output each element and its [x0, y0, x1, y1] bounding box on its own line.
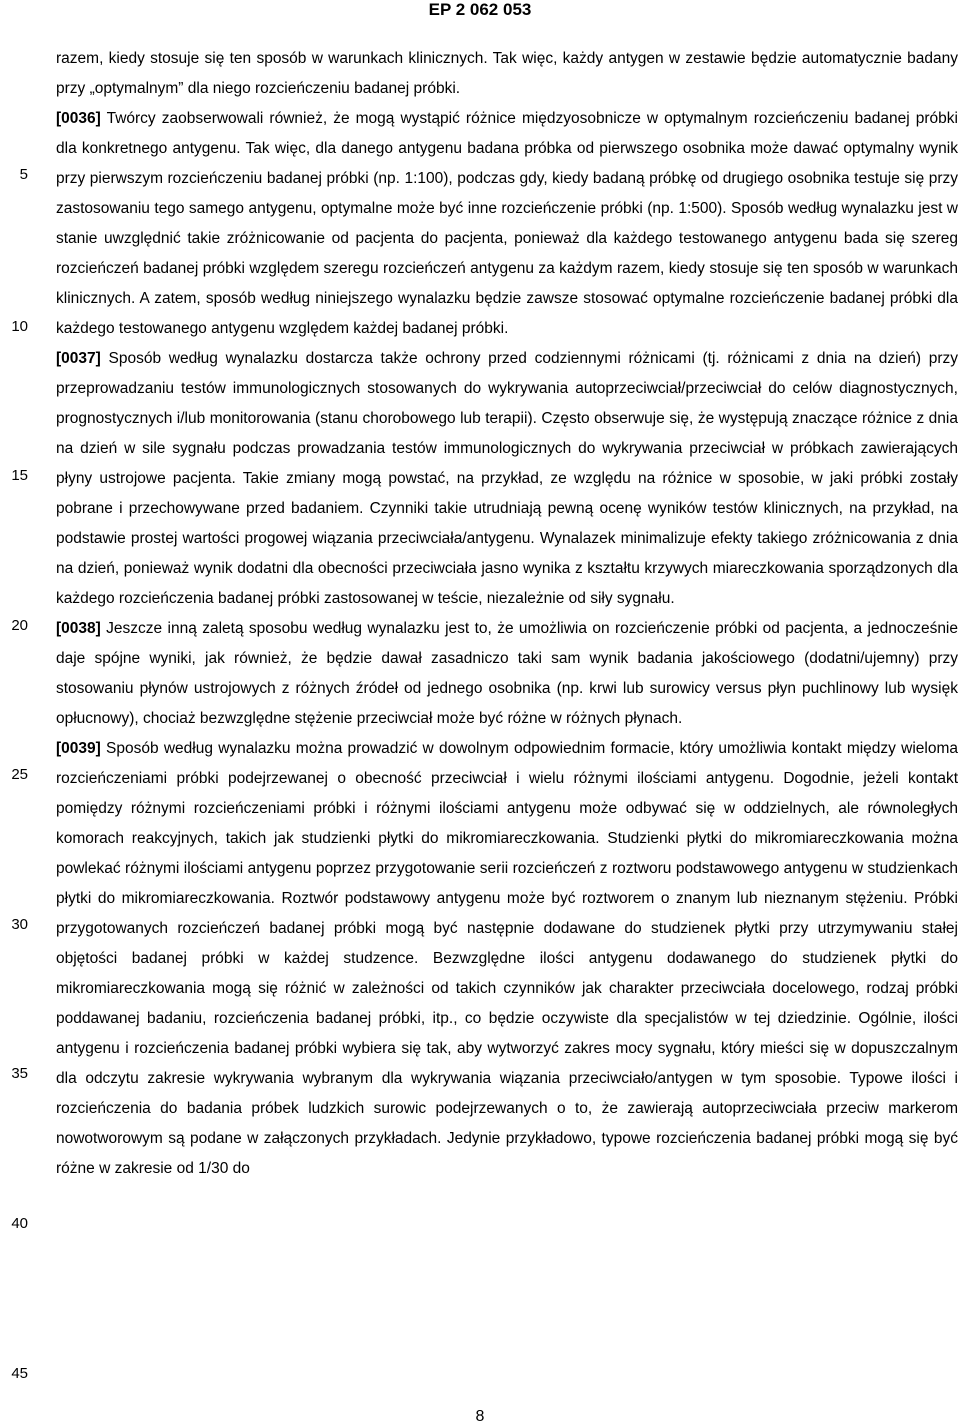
line-number: 40 — [11, 1215, 28, 1232]
line-number: 35 — [11, 1065, 28, 1082]
line-number: 45 — [11, 1365, 28, 1382]
line-number: 5 — [19, 166, 28, 183]
paragraph — [56, 44, 958, 104]
paragraph-text: razem, kiedy stosuje się ten sposób w warunkach klinicznych. Tak więc, każdy antygen w zestawie będzie automatycznie badany przy „optymalnym” dla niego rozcieńczeniu badanej próbki. — [56, 50, 958, 97]
line-number: 15 — [11, 467, 28, 484]
paragraph — [56, 344, 958, 614]
patent-number: EP 2 062 053 — [428, 0, 532, 19]
line-number: 10 — [11, 318, 28, 335]
paragraph-number: [0036] — [56, 110, 101, 127]
paragraph-number: [0037] — [56, 350, 101, 367]
line-number: 20 — [11, 617, 28, 634]
line-number: 25 — [11, 766, 28, 783]
paragraph — [56, 104, 958, 344]
paragraph — [56, 734, 958, 1184]
body-text — [56, 44, 958, 1184]
paragraph-text: Sposób według wynalazku dostarcza także ochrony przed codziennymi różnicami (tj. różnicami z dnia na dzień) przy przeprowadzaniu testów immunologicznych stosowanych do wykrywania autoprzeciwciał/przeciwciał do celów diagnostycznych, prognostycznych i/lub monitorowania (stanu chorobowego lub terapii). Często obserwuje się, że występują znaczące różnice z dnia na dzień w sile sygnału podczas prowadzania testów immunologicznych do wykrywania przeciwciał w próbkach zawierających płyny ustrojowe pacjenta. Takie zmiany mogą powstać, na przykład, ze względu na różnice w sposobie, w jaki próbki zostały pobrane i przechowywane przed badaniem. Czynniki takie utrudniają pewną ocenę wyników testów klinicznych, na przykład, na podstawie prostej wartości progowej wiązania przeciwciała/antygenu. Wynalazek minimalizuje efekty takiego zróżnicowania z dnia na dzień, ponieważ wynik dodatni dla obecności przeciwciała jasno wynika z kształtu krzywych miareczkowania sporządzonych dla każdego rozcieńczenia badanej próbki zastosowanej w teście, niezależnie od siły sygnału. — [56, 350, 958, 607]
paragraph-text: Jeszcze inną zaletą sposobu według wynalazku jest to, że umożliwia on rozcieńczenie próbki od pacjenta, a jednocześnie daje spójne wyniki, jak również, że będzie dawał zasadniczo taki sam wynik badania jakościowego (dodatni/ujemny) przy stosowaniu płynów ustrojowych z różnych źródeł od jednego osobnika (np. krwi lub surowicy versus płyn puchlinowy lub wysięk opłucnowy), chociaż bezwzględne stężenie przeciwciał może być różne w różnych płynach. — [56, 620, 958, 727]
page-number: 8 — [475, 1408, 485, 1425]
paragraph-number: [0039] — [56, 740, 101, 757]
paragraph-text: Sposób według wynalazku można prowadzić w dowolnym odpowiednim formacie, który umożliwia kontakt między wieloma rozcieńczeniami próbki podejrzewanej o obecność przeciwciał i wielu różnymi ilościami antygenu. Dogodnie, jeżeli kontakt pomiędzy różnymi rozcieńczeniami próbki i różnymi ilościami antygenu może odbywać się w oddzielnych, ale równoległych komorach reakcyjnych, takich jak studzienki płytki do mikromiareczkowania. Studzienki płytki do mikromiareczkowania można powlekać różnymi ilościami antygenu poprzez przygotowanie serii rozcieńczeń z roztworu podstawowego antygenu w studzienkach płytki do mikromiareczkowania. Roztwór podstawowy antygenu może być roztworem o znanym lub nieznanym stężeniu. Próbki przygotowanych rozcieńczeń badanej próbki mogą być następnie dodawane do studzienek płytki przy utrzymywaniu stałej objętości badanej próbki w każdej studzence. Bezwzględne ilości antygenu dodawanego do studzienek płytki do mikromiareczkowania mogą się różnić w zależności od takich czynników jak charakter przeciwciała docelowego, rodzaj próbki poddawanej badaniu, rozcieńczenia badanej próbki, itp., co będzie oczywiste dla specjalistów w tej dziedzinie. Ogólnie, ilości antygenu i rozcieńczenia badanej próbki wybiera się tak, aby wytworzyć zakres mocy sygnału, który mieści się w dopuszczalnym dla odczytu zakresie wykrywania wybranym dla wykrywania wiązania przeciwciało/antygen w tym sposobie. Typowe ilości i rozcieńczenia do badania próbek ludzkich surowic podejrzewanych o to, że zawierają autoprzeciwciała przeciw markerom nowotworowym są podane w załączonych przykładach. Jedynie przykładowo, typowe rozcieńczenia badanej próbki mogą się być różne w zakresie od 1/30 do — [56, 740, 958, 1177]
paragraph-text: Twórcy zaobserwowali również, że mogą wystąpić różnice międzyosobnicze w optymalnym rozcieńczeniu badanej próbki dla konkretnego antygenu. Tak więc, dla danego antygenu badana próbka od pierwszego osobnika może dawać optymalny wynik przy pierwszym rozcieńczeniu badanej próbki (np. 1:100), podczas gdy, kiedy badaną próbkę od drugiego osobnika testuje się przy zastosowaniu tego samego antygenu, optymalne może być inne rozcieńczenie próbki (np. 1:500). Sposób według wynalazku jest w stanie uwzględnić takie zróżnicowanie od pacjenta do pacjenta, ponieważ dla każdego testowanego antygenu bada się szereg rozcieńczeń badanej próbki względem szeregu rozcieńczeń antygenu za każdym razem, kiedy stosuje się ten sposób w warunkach klinicznych. A zatem, sposób według niniejszego wynalazku będzie zawsze stosować optymalne rozcieńczenie badanej próbki dla każdego testowanego antygenu względem każdej badanej próbki. — [56, 110, 958, 337]
paragraph-number: [0038] — [56, 620, 101, 637]
document-header — [0, 0, 960, 20]
page-footer — [0, 1408, 960, 1426]
line-number: 30 — [11, 916, 28, 933]
paragraph — [56, 614, 958, 734]
